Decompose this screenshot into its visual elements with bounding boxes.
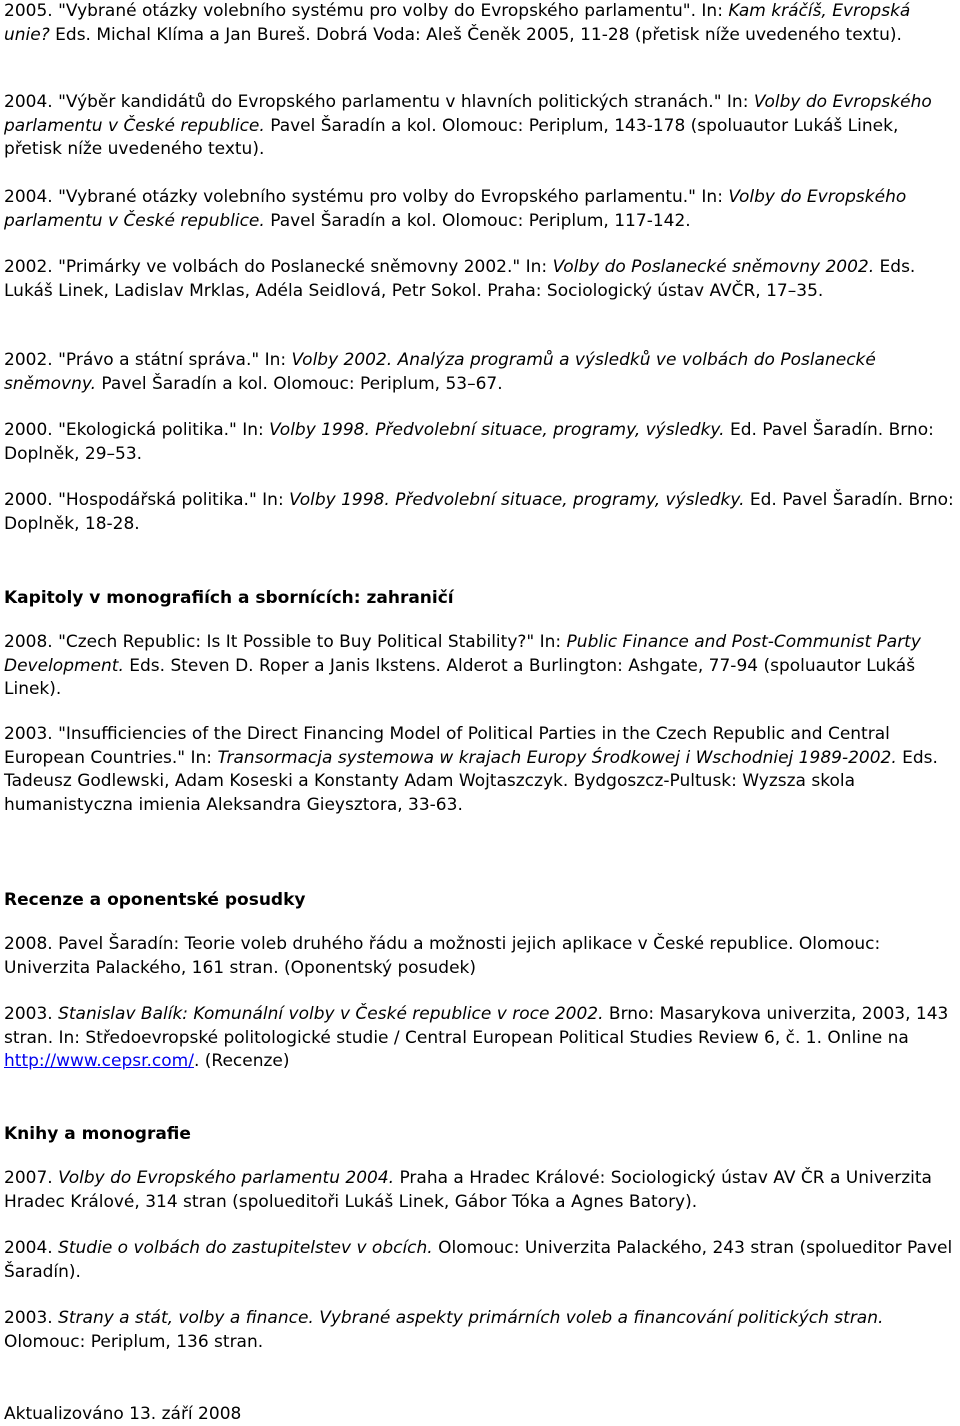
- entry-italic-text: Volby do Evropského parlamentu v České republice.: [4, 92, 938, 136]
- entry-text: Praha a Hradec Králové: Sociologický ústav AV ČR a Univerzita Hradec Králové, 314 stran (spolueditoři Lukáš Linek, Gábor Tóka a Agnes Batory).: [4, 1168, 938, 1212]
- entry-text: Pavel Šaradín a kol. Olomouc: Periplum, 143-178 (spoluautor Lukáš Linek, přetisk níže uvedeného textu).: [4, 115, 904, 159]
- bibliography-entry: [4, 419, 956, 466]
- entry-text: 2000. "Hospodářská politika." In:: [4, 490, 290, 510]
- entry-text: 2003.: [4, 1308, 59, 1328]
- bibliography-entry: [4, 1167, 956, 1214]
- bibliography-entry: [4, 1237, 956, 1284]
- entry-italic-text: Volby do Poslanecké sněmovny 2002.: [552, 257, 875, 277]
- external-link[interactable]: http://www.cepsr.com/: [4, 1051, 194, 1071]
- section-heading: [4, 1122, 956, 1146]
- bibliography-entry: [4, 349, 956, 396]
- entry-italic-text: Kam kráčíš, Evropská unie?: [4, 1, 916, 45]
- entry-text: 2000. "Ekologická politika." In:: [4, 420, 270, 440]
- entry-text: 2004.: [4, 1238, 59, 1258]
- entry-text: 2002. "Právo a státní správa." In:: [4, 350, 292, 370]
- entry-text: Ed. Pavel Šaradín. Brno: Doplněk, 18-28.: [4, 490, 960, 534]
- entry-italic-text: Volby do Evropského parlamentu v České republice.: [4, 187, 912, 231]
- entry-text: 2008. "Czech Republic: Is It Possible to Buy Political Stability?" In:: [4, 632, 567, 652]
- entry-italic-text: Strany a stát, volby a finance. Vybrané aspekty primárních voleb a financování politických stran.: [58, 1308, 884, 1328]
- section-heading-text: Recenze a oponentské posudky: [4, 890, 306, 910]
- section-heading: [4, 888, 956, 912]
- entry-italic-text: Volby 1998. Předvolební situace, programy, výsledky.: [269, 420, 725, 440]
- last-updated: [4, 1402, 241, 1426]
- entry-text: 2003. "Insufficiencies of the Direct Financing Model of Political Parties in the Czech Republic and Central European Countries." In:: [4, 724, 896, 768]
- entry-italic-text: Volby 1998. Předvolební situace, programy, výsledky.: [289, 490, 745, 510]
- bibliography-entry: [4, 723, 956, 817]
- entry-text: Eds. Lukáš Linek, Ladislav Mrklas, Adéla Seidlová, Petr Sokol. Praha: Sociologický ústav AVČR, 17–35.: [4, 257, 921, 301]
- entry-text: Pavel Šaradín a kol. Olomouc: Periplum, 53–67.: [96, 373, 503, 394]
- entry-italic-text: Studie o volbách do zastupitelstev v obcích.: [58, 1238, 433, 1258]
- entry-text: 2003.: [4, 1004, 59, 1024]
- entry-text: 2004. "Výběr kandidátů do Evropského parlamentu v hlavních politických stranách." In:: [4, 92, 754, 112]
- entry-text: 2007.: [4, 1168, 59, 1188]
- entry-italic-text: Public Finance and Post-Communist Party Development.: [4, 632, 927, 676]
- bibliography-entry: [4, 1307, 956, 1354]
- entry-text: 2005. "Vybrané otázky volebního systému pro volby do Evropského parlamentu". In:: [4, 1, 729, 21]
- bibliography-entry: [4, 91, 956, 162]
- entry-italic-text: Volby do Evropského parlamentu 2004.: [58, 1168, 395, 1188]
- entry-text: Pavel Šaradín a kol. Olomouc: Periplum, 117-142.: [264, 210, 691, 231]
- section-heading-text: Knihy a monografie: [4, 1124, 191, 1144]
- bibliography-entry: [4, 1003, 956, 1074]
- bibliography-entry: [4, 256, 956, 303]
- entry-italic-text: Volby 2002. Analýza programů a výsledků ve volbách do Poslanecké sněmovny.: [4, 350, 882, 394]
- entry-text: . (Recenze): [193, 1051, 290, 1071]
- entry-text: Brno: Masarykova univerzita, 2003, 143 stran. In: Středoevropské politologické studie / Central European Political Studies Review 6, č. 1. Online na: [4, 1004, 954, 1048]
- entry-italic-text: Transormacja systemowa w krajach Europy Środkowej i Wschodniej 1989-2002.: [217, 747, 897, 768]
- bibliography-entry: [4, 933, 956, 980]
- last-updated-text: Aktualizováno 13. září 2008: [4, 1404, 242, 1424]
- entry-text: Olomouc: Periplum, 136 stran.: [4, 1308, 889, 1352]
- entry-text: Olomouc: Univerzita Palackého, 243 stran (spolueditor Pavel Šaradín).: [4, 1238, 958, 1282]
- entry-text: Eds. Steven D. Roper a Janis Ikstens. Alderot a Burlington: Ashgate, 77-94 (spoluautor Lukáš Linek).: [4, 655, 921, 699]
- section-heading: [4, 586, 956, 610]
- entry-text: 2002. "Primárky ve volbách do Poslanecké sněmovny 2002." In:: [4, 257, 553, 277]
- entry-text: Eds. Tadeusz Godlewski, Adam Koseski a Konstanty Adam Wojtaszczyk. Bydgoszcz-Pultusk: Wyzsza skola humanistyczna imienia Aleksandra Gieysztora, 33-63.: [4, 747, 944, 815]
- bibliography-entry: [4, 0, 956, 47]
- section-heading-text: Kapitoly v monografiích a sbornících: zahraničí: [4, 588, 454, 608]
- bibliography-entry: [4, 631, 956, 702]
- entry-italic-text: Stanislav Balík: Komunální volby v České republice v roce 2002.: [58, 1004, 604, 1024]
- entry-text: 2004. "Vybrané otázky volebního systému pro volby do Evropského parlamentu." In:: [4, 187, 729, 207]
- bibliography-entry: [4, 489, 960, 536]
- entry-text: 2008. Pavel Šaradín: Teorie voleb druhého řádu a možnosti jejich aplikace v České republice. Olomouc: Univerzita Palackého, 161 stran. (Oponentský posudek): [4, 934, 886, 978]
- entry-text: Ed. Pavel Šaradín. Brno: Doplněk, 29–53.: [4, 420, 940, 464]
- bibliography-entry: [4, 186, 956, 233]
- entry-text: Eds. Michal Klíma a Jan Bureš. Dobrá Voda: Aleš Čeněk 2005, 11-28 (přetisk níže uvedeného textu).: [49, 24, 902, 45]
